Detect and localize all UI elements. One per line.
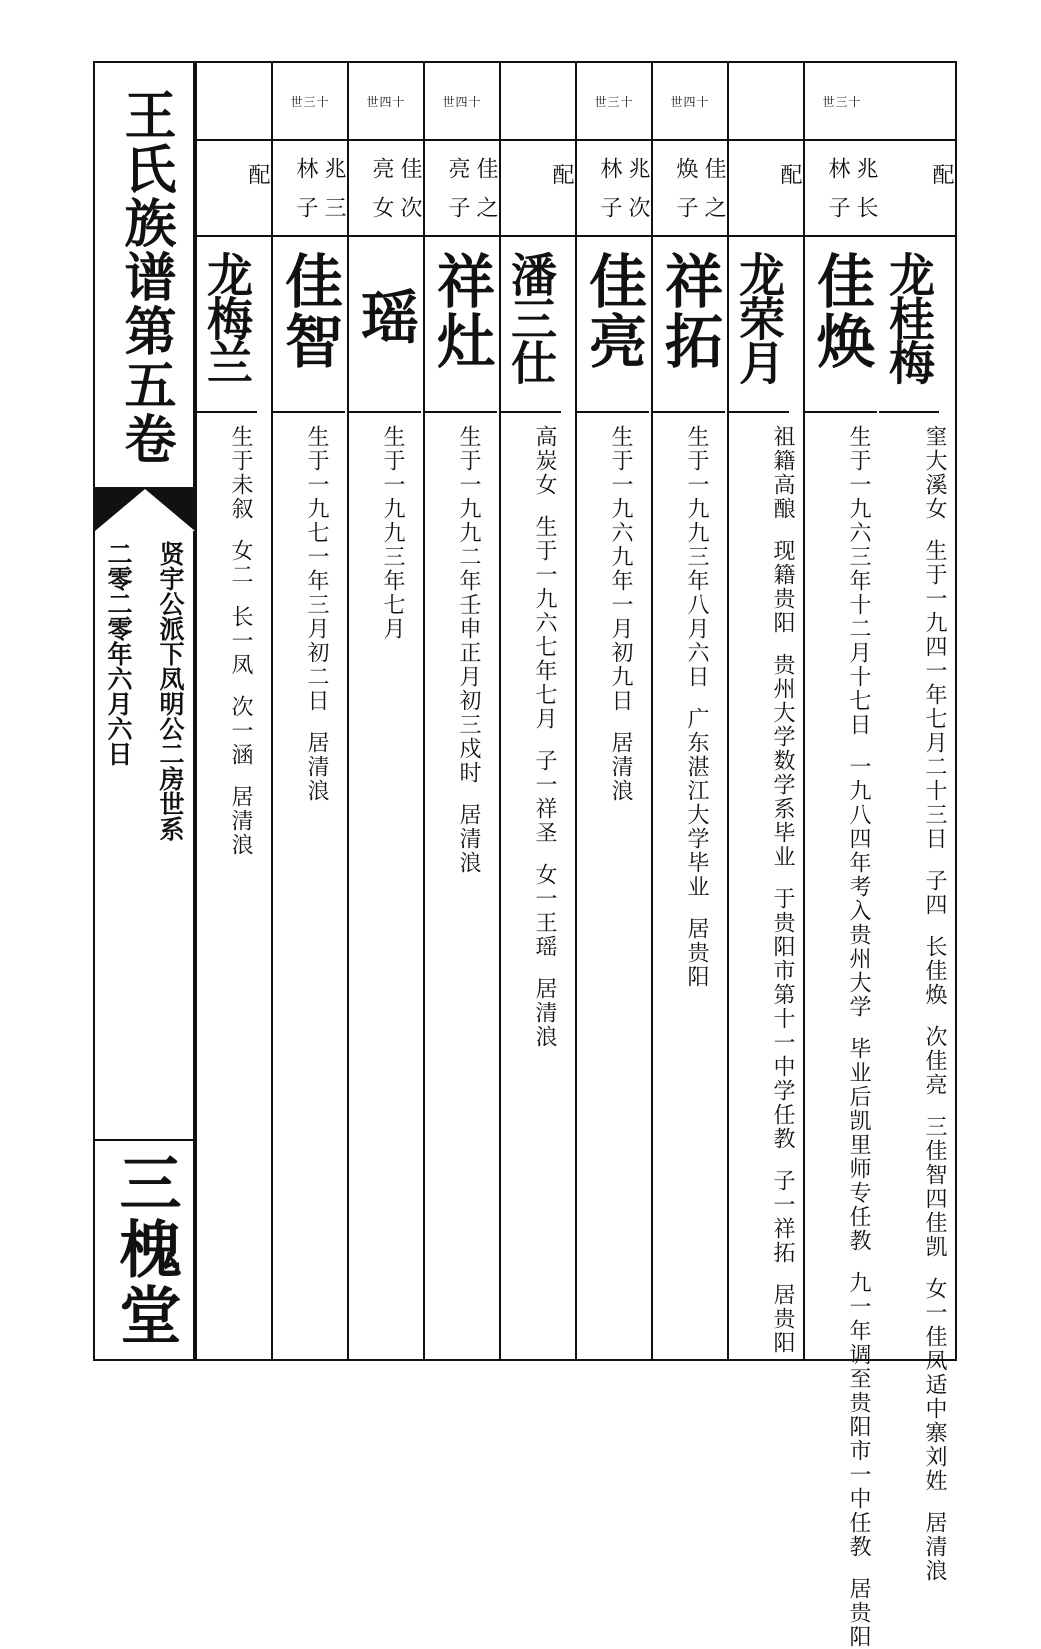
biography-cell [577, 415, 651, 1355]
person-name: 佳智 [273, 237, 345, 413]
relation-cell [425, 141, 499, 237]
biography-line: 生于一九七一年三月初二日 居清浪 [304, 425, 329, 803]
relation-text: 兆林 [293, 157, 346, 179]
biography-line: 一祥拓 居贵阳 [770, 1192, 795, 1355]
generation-label: 世四十 [425, 63, 499, 141]
book-title: 王氏族谱第五卷 [115, 88, 176, 466]
biography-cell [273, 415, 347, 1355]
relation-text: 次女 [369, 196, 422, 218]
biography-cell [197, 415, 271, 1355]
relation-cell [197, 141, 271, 237]
biography-cell [653, 415, 727, 1355]
generation-label [879, 63, 955, 141]
generation-label [729, 63, 803, 141]
relation-text: 次子 [597, 196, 650, 218]
relation-text: 佳焕 [673, 157, 726, 179]
spine-subtitle [95, 533, 195, 1133]
biography-line: 高炭女 生于一九六七年七月 子一祥圣 女一王瑶 居清浪 [532, 425, 557, 1049]
person-name: 龙梅兰 [197, 237, 257, 413]
biography-line: 祖籍高酿 现籍贵阳 贵州大学数学系毕业 于贵阳市第十一中学任教 子 [770, 425, 795, 1193]
generation-label [197, 63, 271, 141]
relation-text: 长子 [825, 196, 878, 218]
relation-text: 三子 [293, 196, 346, 218]
relation-text: 之子 [673, 196, 726, 218]
record-column [803, 63, 879, 1649]
biography-line: 窐大溪女 生于一九四一年七月二十三日 子四 长佳焕 次佳亮 三佳智 [922, 425, 947, 1187]
relation-cell [879, 141, 955, 237]
generation-label: 世三十 [273, 63, 347, 141]
person-name: 龙桂梅 [879, 237, 939, 413]
branch-lineage: 贤宇公派下凤明公二房世系 [156, 541, 185, 841]
compile-date: 二零二零年六月六日 [104, 541, 133, 766]
biography-cell [729, 415, 803, 1355]
biography-cell [349, 415, 423, 1355]
record-column [575, 63, 651, 1359]
relation-cell [577, 141, 651, 237]
relation-text: 兆林 [825, 157, 878, 179]
person-name: 潘三仕 [501, 237, 561, 413]
record-column [499, 63, 575, 1359]
person-name: 佳亮 [577, 237, 649, 413]
relation-text: 配 [245, 163, 270, 185]
hall-name: 三槐堂 [95, 1139, 195, 1359]
genealogy-page [93, 61, 957, 1649]
person-name: 瑶 [349, 237, 421, 413]
record-columns [195, 63, 955, 1649]
record-column [271, 63, 347, 1359]
record-column [195, 63, 271, 1359]
record-column [423, 63, 499, 1359]
record-column [727, 63, 803, 1359]
biography-line: 生于一九九三年七月 [380, 425, 405, 641]
relation-text: 佳亮 [445, 157, 498, 179]
spine [95, 63, 195, 1359]
generation-label: 世四十 [653, 63, 727, 141]
generation-label: 世三十 [805, 63, 879, 141]
relation-cell [349, 141, 423, 237]
spine-band [95, 487, 195, 531]
relation-cell [805, 141, 879, 237]
relation-text: 配 [777, 163, 802, 185]
relation-cell [501, 141, 575, 237]
generation-label: 世四十 [349, 63, 423, 141]
record-column [879, 63, 955, 1583]
relation-text: 配 [549, 163, 574, 185]
relation-text: 兆林 [597, 157, 650, 179]
record-column [651, 63, 727, 1359]
person-name: 祥拓 [653, 237, 725, 413]
generation-label [501, 63, 575, 141]
biography-cell [805, 415, 879, 1649]
biography-line: 生于一九六九年一月初九日 居清浪 [608, 425, 633, 803]
relation-cell [653, 141, 727, 237]
biography-cell [501, 415, 575, 1355]
relation-text: 佳亮 [369, 157, 422, 179]
person-name: 祥灶 [425, 237, 497, 413]
biography-line: 生于未叙 女二 长一凤 次一涵 居清浪 [228, 425, 253, 857]
biography-line: 生于一九九三年八月六日 广东湛江大学毕业 居贵阳 [684, 425, 709, 989]
biography-line: 四佳凯 女一佳凤适中寨刘姓 居清浪 [922, 1186, 947, 1583]
biography-line: 生于一九六三年十二月十七日 一九八四年考入贵州大学 毕业后凯里师专 [846, 425, 871, 1205]
relation-cell [729, 141, 803, 237]
relation-text: 之子 [445, 196, 498, 218]
generation-label: 世三十 [577, 63, 651, 141]
record-column [347, 63, 423, 1359]
person-name: 龙荣月 [729, 237, 789, 413]
relation-cell [273, 141, 347, 237]
biography-cell [879, 415, 955, 1583]
biography-line: 任教 九一年调至贵阳市一中任教 居贵阳 [846, 1204, 871, 1649]
biography-line: 生于一九九二年壬申正月初三戍时 居清浪 [456, 425, 481, 875]
relation-text: 配 [929, 163, 954, 185]
person-name: 佳焕 [805, 237, 877, 413]
biography-cell [425, 415, 499, 1355]
